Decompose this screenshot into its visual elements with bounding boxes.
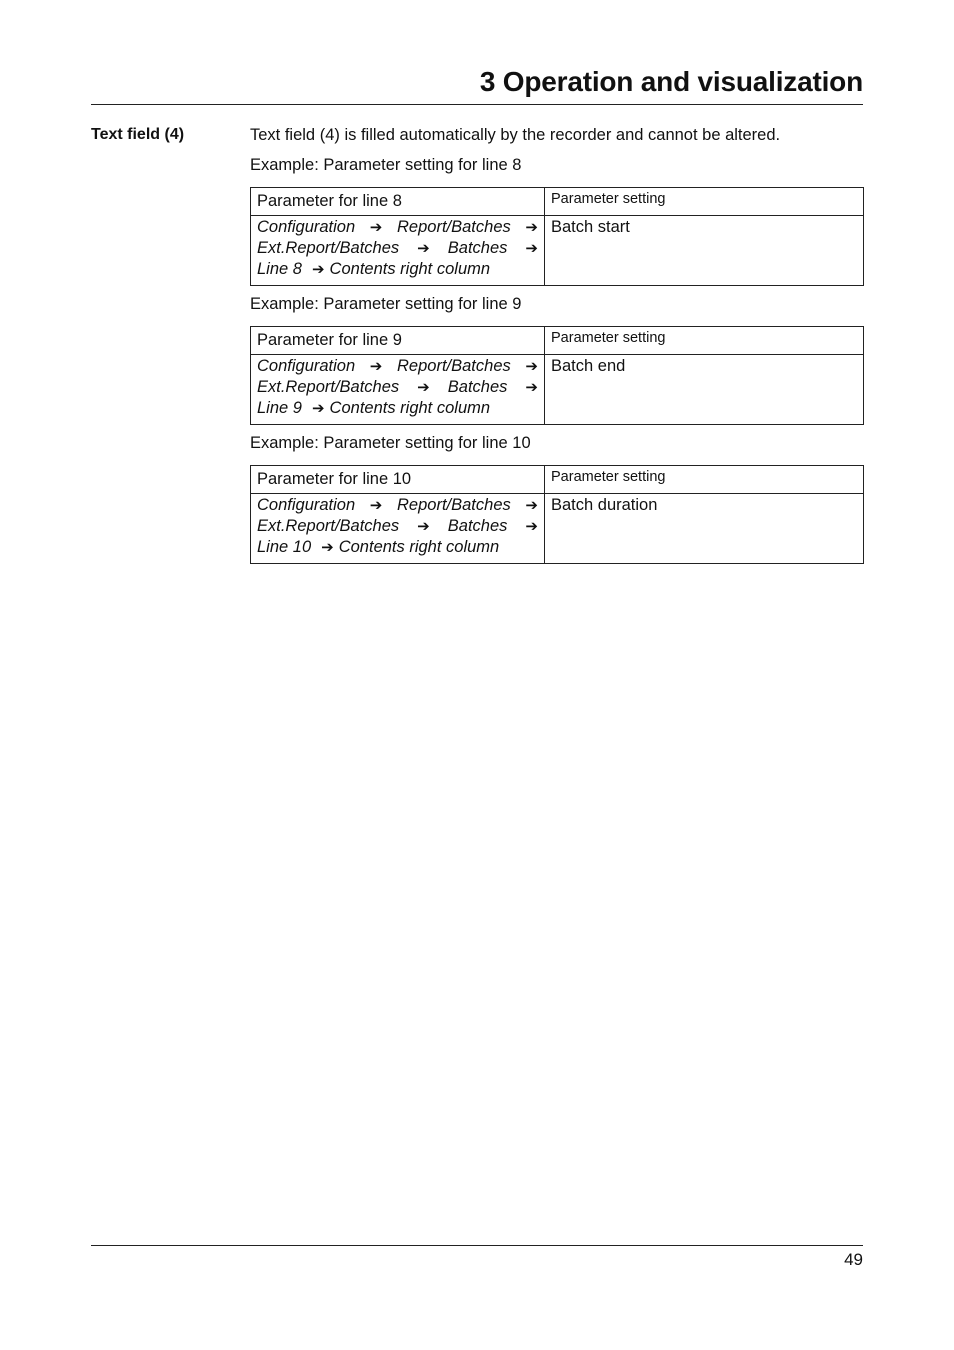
- arrow-right-icon: ➔: [311, 261, 325, 278]
- parameter-value: Batch end: [545, 355, 864, 425]
- path-segment: Line 9: [257, 399, 302, 417]
- arrow-right-icon: ➔: [417, 379, 430, 396]
- parameter-value: Batch duration: [545, 494, 864, 564]
- arrow-right-icon: ➔: [525, 240, 538, 257]
- arrow-right-icon: ➔: [525, 497, 538, 514]
- arrow-right-icon: ➔: [369, 358, 383, 375]
- arrow-right-icon: ➔: [417, 518, 430, 535]
- path-segment: Configuration: [257, 218, 356, 236]
- menu-path: [251, 494, 545, 564]
- table-header-setting: Parameter setting: [545, 327, 864, 355]
- section-label: Text field (4): [91, 126, 185, 143]
- arrow-right-icon: ➔: [311, 400, 325, 417]
- path-segment: Ext.Report/Batches: [257, 378, 400, 396]
- parameter-table: [250, 187, 864, 286]
- path-segment: Ext.Report/Batches: [257, 517, 400, 535]
- parameter-table: [250, 326, 864, 425]
- path-segment: Configuration: [257, 496, 356, 514]
- path-segment: Batches: [447, 378, 508, 396]
- page-number: 49: [844, 1250, 863, 1269]
- footer-divider: [91, 1245, 863, 1246]
- arrow-right-icon: ➔: [525, 219, 538, 236]
- table-header-setting: Parameter setting: [545, 188, 864, 216]
- menu-path: [251, 216, 545, 286]
- path-segment: Line 10: [257, 538, 312, 556]
- arrow-right-icon: ➔: [369, 219, 383, 236]
- path-segment: Report/Batches: [397, 218, 511, 236]
- section-content: [250, 125, 864, 572]
- arrow-right-icon: ➔: [525, 358, 538, 375]
- path-segment: Batches: [447, 517, 508, 535]
- table-header-parameter: Parameter for line 8: [251, 188, 545, 216]
- page-title: 3 Operation and visualization: [479, 66, 863, 97]
- parameter-value: Batch start: [545, 216, 864, 286]
- path-segment: Report/Batches: [397, 496, 511, 514]
- arrow-right-icon: ➔: [417, 240, 430, 257]
- table-header-parameter: Parameter for line 10: [251, 466, 545, 494]
- parameter-table: [250, 465, 864, 564]
- arrow-right-icon: ➔: [369, 497, 383, 514]
- table-header-parameter: Parameter for line 9: [251, 327, 545, 355]
- example-caption: Example: Parameter setting for line 8: [250, 156, 522, 174]
- header-divider: [91, 104, 863, 105]
- arrow-right-icon: ➔: [525, 379, 538, 396]
- arrow-right-icon: ➔: [321, 539, 334, 556]
- table-header-setting: Parameter setting: [545, 466, 864, 494]
- path-segment: Contents right column: [338, 538, 500, 556]
- path-segment: Contents right column: [329, 260, 491, 278]
- path-segment: Batches: [447, 239, 508, 257]
- example-caption: Example: Parameter setting for line 10: [250, 434, 531, 452]
- path-segment: Contents right column: [329, 399, 491, 417]
- path-segment: Configuration: [257, 357, 356, 375]
- menu-path: [251, 355, 545, 425]
- intro-paragraph: Text field (4) is filled automatically by the recorder and cannot be altered.: [250, 126, 781, 144]
- arrow-right-icon: ➔: [525, 518, 538, 535]
- path-segment: Line 8: [257, 260, 302, 278]
- path-segment: Report/Batches: [397, 357, 511, 375]
- path-segment: Ext.Report/Batches: [257, 239, 400, 257]
- example-caption: Example: Parameter setting for line 9: [250, 295, 522, 313]
